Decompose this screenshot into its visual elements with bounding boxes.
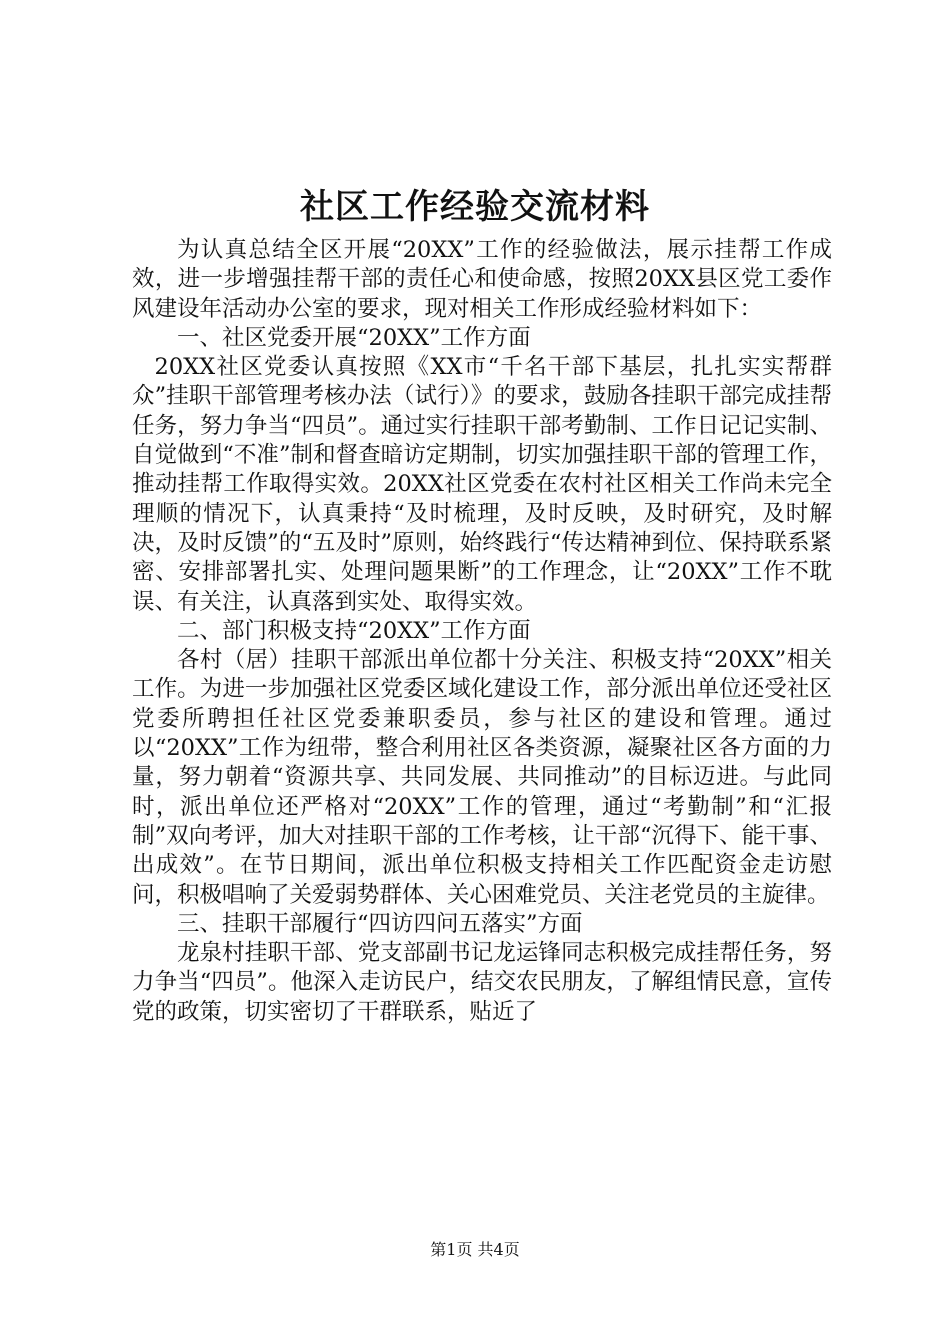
- document-body: [132, 236, 832, 1027]
- page-footer: 第1页 共4页: [430, 1240, 520, 1259]
- section-heading-1: 一、社区党委开展“20XX”工作方面: [177, 324, 531, 351]
- section-heading-3: 三、挂职干部履行“四访四问五落实”方面: [177, 910, 583, 937]
- document-title: 社区工作经验交流材料: [300, 187, 650, 227]
- section-heading-2: 二、部门积极支持“20XX”工作方面: [177, 617, 531, 644]
- section-2-paragraph: 各村（居）挂职干部派出单位都十分关注、积极支持“20XX”相关工作。为进一步加强社区党委区域化建设工作，部分派出单位还受社区党委所聘担任社区党委兼职委员，参与社区的建设和管理。通过以“20XX”工作为纽带，整合利用社区各类资源，凝聚社区各方面的力量，努力朝着“资源共享、共同发展、共同推动”的目标迈进。与此同时，派出单位还严格对“20XX”工作的管理，通过“考勤制”和“汇报制”双向考评，加大对挂职干部的工作考核，让干部“沉得下、能干事、出成效”。在节日期间，派出单位积极支持相关工作匹配资金走访慰问，积极唱响了关爱弱势群体、关心困难党员、关注老党员的主旋律。: [132, 647, 832, 908]
- section-3-paragraph: 龙泉村挂职干部、党支部副书记龙运锋同志积极完成挂帮任务，努力争当“四员”。他深入走访民户，结交农民朋友，了解组情民意，宣传党的政策，切实密切了干群联系，贴近了: [132, 940, 832, 1025]
- intro-paragraph: 为认真总结全区开展“20XX”工作的经验做法，展示挂帮工作成效，进一步增强挂帮干部的责任心和使命感，按照20XX县区党工委作风建设年活动办公室的要求，现对相关工作形成经验材料如下：: [132, 237, 832, 322]
- section-1-paragraph: 20XX社区党委认真按照《XX市“千名干部下基层，扎扎实实帮群众”挂职干部管理考核办法（试行）》的要求，鼓励各挂职干部完成挂帮任务，努力争当“四员”。通过实行挂职干部考勤制、工作日记记实制、自觉做到“不准”制和督查暗访定期制，切实加强挂职干部的管理工作，推动挂帮工作取得实效。20XX社区党委在农村社区相关工作尚未完全理顺的情况下，认真秉持“及时梳理，及时反映，及时研究，及时解决，及时反馈”的“五及时”原则，始终践行“传达精神到位、保持联系紧密、安排部署扎实、处理问题果断”的工作理念，让“20XX”工作不耽误、有关注，认真落到实处、取得实效。: [132, 354, 832, 615]
